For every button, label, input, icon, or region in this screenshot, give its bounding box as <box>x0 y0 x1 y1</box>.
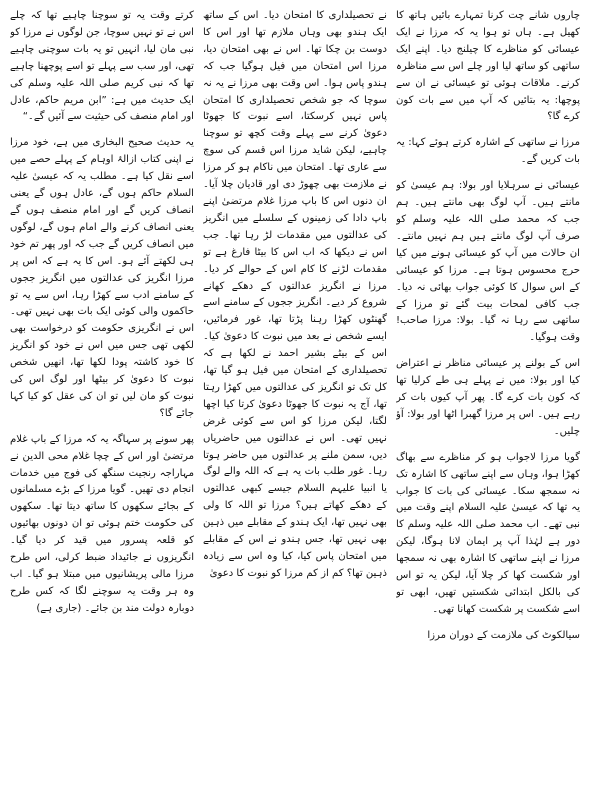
paragraph: نے تحصیلداری کا امتحان دیا۔ اس کے ساتھ ایک ہندو بھی وہاں ملازم تھا اور اس کا دوست بن چکا تھا۔ اس نے بھی امتحان دیا، مرزا اس امتحان میں فیل ہوگیا جب کہ ہندو پاس ہوا۔ اس وقت بھی مرزا نے یہ نہ سوچا کہ جو شخص تحصیلداری کا امتحان پاس نہیں کرسکتا، اسے نبوت کا جھوٹا دعویٰ کرنے سے پہلے وقت کچھ تو سوچنا چاہیے، لیکن شاید مرزا اس قسم کی سوچ سے عاری تھا۔ امتحان میں ناکام ہو کر مرزا نے ملازمت بھی چھوڑ دی اور قادیان چلا آیا۔ ان دنوں اس کا باپ مرزا غلام مرتضیٰ اپنے باپ دادا کی زمینوں کے سلسلے میں انگریز کی عدالتوں میں مقدمات لڑ رہا تھا۔ جب اس نے دیکھا کہ اب اس کا بیٹا فارغ ہے تو مقدمات لڑنے کا کام اس کے حوالے کر دیا۔ مرزا نے انگریز عدالتوں کے دھکے کھانے شروع کر دیے۔ انگریز ججوں کے سامنے اسے گھنٹوں کھڑا رہنا پڑتا تھا، غور فرمائیں، ایسے شخص نے بعد میں نبوت کا دعویٰ کیا۔ اس کے بیٹے بشیر احمد نے لکھا ہے کہ تحصیلداری کے امتحان میں فیل ہو گیا تھا، کل تک تو انگریز کی عدالتوں میں کھڑا رہتا تھا، آج یہ نبوت کا جھوٹا دعویٰ کرتا کیا اچھا لگتا، لیکن مرزا کو اس سے کوئی غرض نہیں تھی۔ اس نے عدالتوں میں حاضریاں دیں، سمن ملنے پر عدالتوں میں حاضر ہوتا رہا۔ غور طلب بات یہ ہے کہ اللہ والے لوگ یا انبیا علیہم السلام جیسے کبھی عدالتوں کے دھکے کھاتے ہیں؟ مرزا تو اللہ کا ولی بھی نہیں تھا، ایک ہندو کے مقابلے میں ذہین بھی نہیں تھا، جس ہندو نے اس کے مقابلے میں امتحان پاس کیا، کیا وہ اس سے زیادہ ذہین تھا؟ کم از کم مرزا کو نبوت کا دعویٰ <box>203 10 387 579</box>
column-left <box>10 8 194 795</box>
paragraph: سیالکوٹ کی ملازمت کے دوران مرزا <box>427 629 580 641</box>
paragraph: کرتے وقت یہ تو سوچنا چاہیے تھا کہ چلے اس نے تو نہیں سوچا، جن لوگوں نے مرزا کو نبی مان لیا، انہیں تو یہ بات سوچنی چاہیے تھی، اور سب سے پہلے تو اسے پوچھنا چاہیے تھا کہ نبی کریم صلی اللہ علیہ وسلم کی ایک حدیث میں ہے: ”ابن مریم حاکم، عادل اور امام منصف کی حیثیت سے آئیں گے۔“ <box>10 10 194 123</box>
paragraph: اس کے بولنے پر عیسائی مناظر نے اعتراض کیا اور بولا: میں نے پہلے ہی طے کرلیا تھا کہ کون بات کرے گا۔ پھر آپ کیوں بات کر رہے ہیں۔ اس پر مرزا گھبرا اٹھا اور بولا: آؤ چلیں۔ <box>396 358 580 437</box>
paragraph: گویا مرزا لاجواب ہو کر مناظرے سے بھاگ کھڑا ہوا، وہاں سے اپنے ساتھی کا اشارہ تک نہ سمجھ سکا۔ عیسائی کی بات کا جواب یہ تھا کہ عیسیٰ علیہ السلام اپنے وقت میں نبی تھے۔ اب محمد صلی اللہ علیہ وسلم کا دور ہے لہٰذا آپ پر ایمان لانا ہوگا، لیکن مرزا نے اپنے ساتھی کا اشارہ بھی نہ سمجھا اور شکست کھا کر چلا آیا، لیکن یہ تو اس کی بالکل ابتدائی شکستیں تھیں، ابھی تو اسے شکست پر شکست کھانا تھی۔ <box>396 451 580 615</box>
column-gutter <box>198 8 199 795</box>
paragraph: پھر سونے پر سہاگہ یہ کہ مرزا کے باپ غلام مرتضیٰ اور اس کے چچا غلام محی الدین نے مہاراجہ رنجیت سنگھ کی فوج میں خدمات انجام دی تھیں۔ گویا مرزا کے بڑے مسلمانوں کے بجائے سکھوں کا ساتھ دیتا تھا۔ سکھوں کی حکومت ختم ہوئی تو ان دونوں بھائیوں کو قلعہ پسرور میں قید کر دیا گیا۔ انگریزوں نے جائیداد ضبط کرلی، اس طرح مرزا مالی پریشانیوں میں مبتلا ہو گیا۔ اب وہ ہر وقت یہ سوچنے لگا کہ کس طرح دوبارہ دولت مند بن جائے۔ (جاری ہے) <box>10 433 194 614</box>
column-middle <box>203 8 387 795</box>
paragraph: مرزا نے ساتھی کے اشارہ کرتے ہوئے کہا: یہ بات کریں گے۔ <box>396 137 580 166</box>
column-right <box>396 8 580 795</box>
column-gutter <box>391 8 392 795</box>
paragraph: چاروں شانے چت کرنا تمہارے بائیں ہاتھ کا کھیل ہے۔ ہاں تو ہوا یہ کہ مرزا نے ایک عیسائی کو مناظرے کا چیلنج دیا۔ اپنے ایک ساتھی کو ساتھ لیا اور چلے اس سے مناظرہ کرنے۔ ملاقات ہوئی تو عیسائی نے ان سے پوچھا: یہ بتائیں کہ آپ میں سے بات کون کرے گا؟ <box>396 10 580 123</box>
paragraph: یہ حدیث صحیح البخاری میں ہے، خود مرزا نے اپنی کتاب ازالۂ اوہام کے پہلے حصے میں اسے نقل کیا ہے۔ مطلب یہ کہ عیسیٰ علیہ السلام حاکم ہوں گے، عادل ہوں گے یعنی انصاف کریں گے اور امام منصف ہوں گے یعنی انصاف کرنے والے امام ہوں گے، لوگوں میں انصاف کریں گے جب کہ اور پھر تم خود ہی لکھتے آئے ہو۔ اس کا یہ ہے کہ اس پر مرزا انگریز کی عدالتوں میں انگریز ججوں کے سامنے ادب سے کھڑا رہا، اس سے یہ تو حاکموں والی کوئی ایک بات بھی نہیں تھی۔ اس نے انگریزی حکومت کو درخواست بھی لکھی تھی جس میں اس نے خود کو انگریز کا خود کاشتہ پودا لکھا تھا، انھیں شخص نبوت کا دعویٰ کر بیٹھا اور لوگ اس کی نبوت کو مان لیں تو ان کی عقل کو کیا کہا جائے گا؟ <box>10 137 194 419</box>
paragraph: عیسائی نے سرہلایا اور بولا: ہم عیسیٰ کو مانتے ہیں۔ آپ لوگ بھی مانتے ہیں۔ ہم جب کہ محمد صلی اللہ علیہ وسلم کو صرف آپ لوگ مانتے ہیں ہم نہیں مانتے۔ ان حالات میں آپ کو عیسائی ہونے میں کیا حرج محسوس ہوتا ہے۔ مرزا کو عیسائی کے اس سوال کا کوئی جواب بھائی نہ دیا۔ جب کافی لمحات بیت گئے تو مرزا کے ساتھی سے رہا نہ گیا۔ بولا: مرزا صاحب! وقت ہوگیا۔ <box>396 180 580 344</box>
